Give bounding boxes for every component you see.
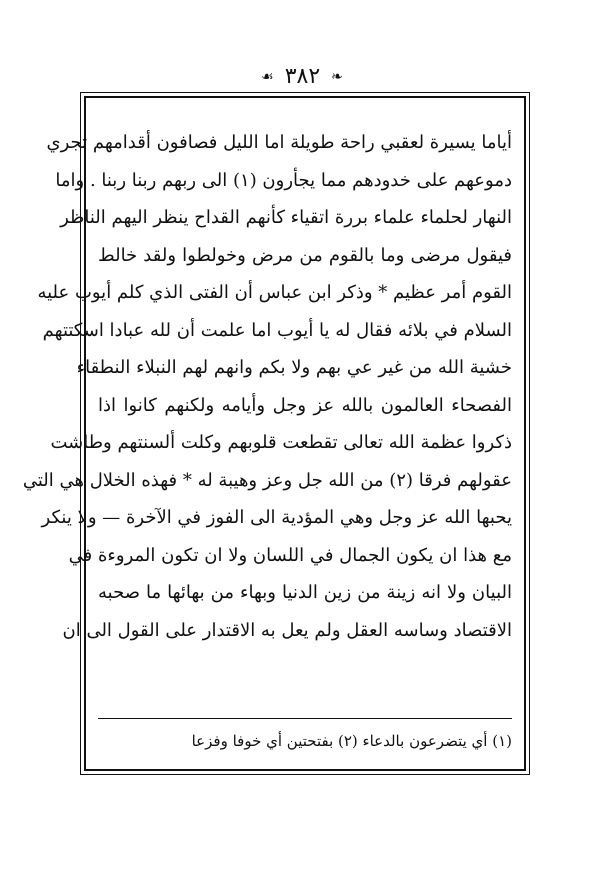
text-line: عقولهم فرقا (٢) من الله جل وعز وهيبة له * فهذه الخلال هي التي xyxy=(22,469,512,491)
right-ornament-icon: ☙ xyxy=(261,69,274,85)
text-line: أياما يسيرة لعقبي راحة طويلة اما الليل فصافون أقدامهم تجري xyxy=(46,132,512,153)
text-line: النهار لحلماء علماء بررة اتقياء كأنهم القداح ينظر اليهم الناظر xyxy=(60,207,512,228)
text-line: مع هذا ان يكون الجمال في اللسان ولا ان تكون المروءة في xyxy=(68,544,512,566)
text-line: السلام في بلائه فقال له يا أيوب اما علمت أن لله عبادا اسكتتهم xyxy=(42,319,512,341)
left-ornament-icon: ❧ xyxy=(331,69,343,85)
text-line: فيقول مرضى وما بالقوم من مرض وخولطوا ولقد خالط xyxy=(98,244,512,266)
text-line: خشية الله من غير عي بهم ولا بكم وانهم لهم النبلاء النطقاء xyxy=(76,357,512,378)
text-line: الاقتصاد وساسه العقل ولم يعل به الاقتدار على القول الى ان xyxy=(62,619,512,641)
footnote-separator xyxy=(98,718,512,719)
text-line: ذكروا عظمة الله تعالى تقطعت قلوبهم وكلت ألسنتهم وطاشت xyxy=(50,432,512,453)
text-line: الفصحاء العالمون بالله عز وجل وأيامه ولكنهم كانوا اذا xyxy=(98,394,512,416)
text-line: البيان ولا انه زينة من زين الدنيا وبهاء من بهائها ما صحبه xyxy=(98,582,512,603)
text-line: يحبها الله عز وجل وهي المؤدية الى الفوز في الآخرة — ولا ينكر xyxy=(41,507,512,528)
main-text-block xyxy=(22,124,512,649)
text-line: القوم أمر عظيم * وذكر ابن عباس أن الفتى الذي كلم أيوب عليه xyxy=(37,282,512,303)
page-number-header xyxy=(0,64,604,90)
footnote: (١) أي يتضرعون بالدعاء (٢) بفتحتين أي خوفا وفزعا xyxy=(191,732,512,750)
text-line: دموعهم على خدودهم مما يجأرون (١) الى ربهم ربنا ربنا . واما xyxy=(55,169,512,191)
page-number: ٣٨٢ xyxy=(284,64,321,89)
